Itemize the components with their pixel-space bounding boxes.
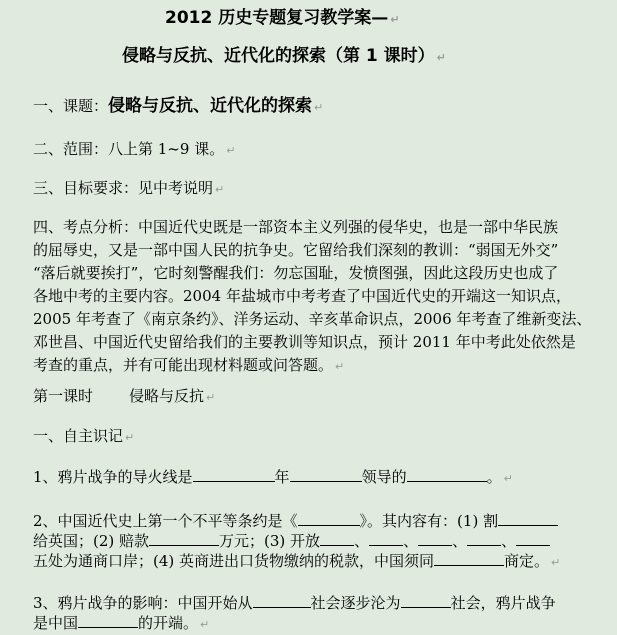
question-2-line-2: 给英国；(2) 赔款 万元；(3) 开放 、 、 、 、 [33, 530, 550, 551]
question-2-line-3: 五处为通商口岸；(4) 英商进出口货物缴纳的税款，中国须同 商定。 ↵ [33, 552, 561, 570]
analysis-line: 考查的重点，并有可能出现材料题或问答题。 ↵ [33, 356, 345, 374]
answer-blank[interactable] [298, 510, 360, 526]
answer-blank[interactable] [498, 510, 558, 526]
question-2-line-1: 2、中国近代史上第一个不平等条约是《 》。其内容有：(1) 割 [33, 510, 558, 531]
answer-blank[interactable] [516, 530, 550, 546]
answer-blank[interactable] [253, 592, 311, 608]
title-line-2: 侵略与反抗、近代化的探索（第 1 课时） ↵ [122, 46, 446, 66]
question-3-line-2: 是中国 的开端。 ↵ [33, 614, 210, 632]
answer-blank[interactable] [320, 530, 354, 546]
lesson-heading: 第一课时 侵略与反抗 ↵ [33, 387, 216, 405]
analysis-line: 的屈辱史，又是一部中国人民的抗争史。它留给我们深刻的教训：“弱国无外交” [33, 241, 559, 259]
answer-blank[interactable] [78, 612, 138, 628]
analysis-line: 四、考点分析：中国近代史既是一部资本主义列强的侵华史，也是一部中华民族 [33, 218, 559, 236]
answer-blank[interactable] [407, 466, 487, 482]
question-3-line-1: 3、鸦片战争的影响：中国开始从 社会逐步沦为 社会，鸦片战争 [33, 594, 556, 612]
analysis-line: “落后就要挨打”，它时刻警醒我们：勿忘国耻，发愤图强，因此这段历史也成了 [33, 264, 559, 282]
answer-blank[interactable] [149, 530, 219, 546]
answer-blank[interactable] [418, 530, 452, 546]
subsection-heading: 一、自主识记 ↵ [33, 427, 135, 445]
answer-blank[interactable] [401, 592, 451, 608]
answer-blank[interactable] [369, 530, 403, 546]
title-line-1: 2012 历史专题复习教学案— ↵ [165, 8, 400, 28]
section-goals: 三、目标要求：见中考说明 ↵ [33, 179, 225, 197]
analysis-line: 邓世昌、中国近代史留给我们的主要教训等知识点，预计 2011 年中考此处依然是 [33, 333, 576, 351]
section-scope: 二、范围：八上第 1~9 课。 ↵ [33, 140, 236, 158]
analysis-line: 2005 年考查了《南京条约》、洋务运动、辛亥革命识点，2006 年考查了维新变法、 [33, 310, 592, 328]
answer-blank[interactable] [467, 530, 501, 546]
answer-blank[interactable] [290, 466, 362, 482]
section-topic: 一、课题：侵略与反抗、近代化的探索 ↵ [33, 96, 324, 116]
question-1: 1、鸦片战争的导火线是 年 领导的 。 ↵ [33, 468, 513, 486]
analysis-line: 各地中考的主要内容。2004 年盐城市中考考查了中国近代史的开端这一知识点， [33, 287, 571, 305]
answer-blank[interactable] [193, 466, 275, 482]
answer-blank[interactable] [434, 550, 504, 566]
